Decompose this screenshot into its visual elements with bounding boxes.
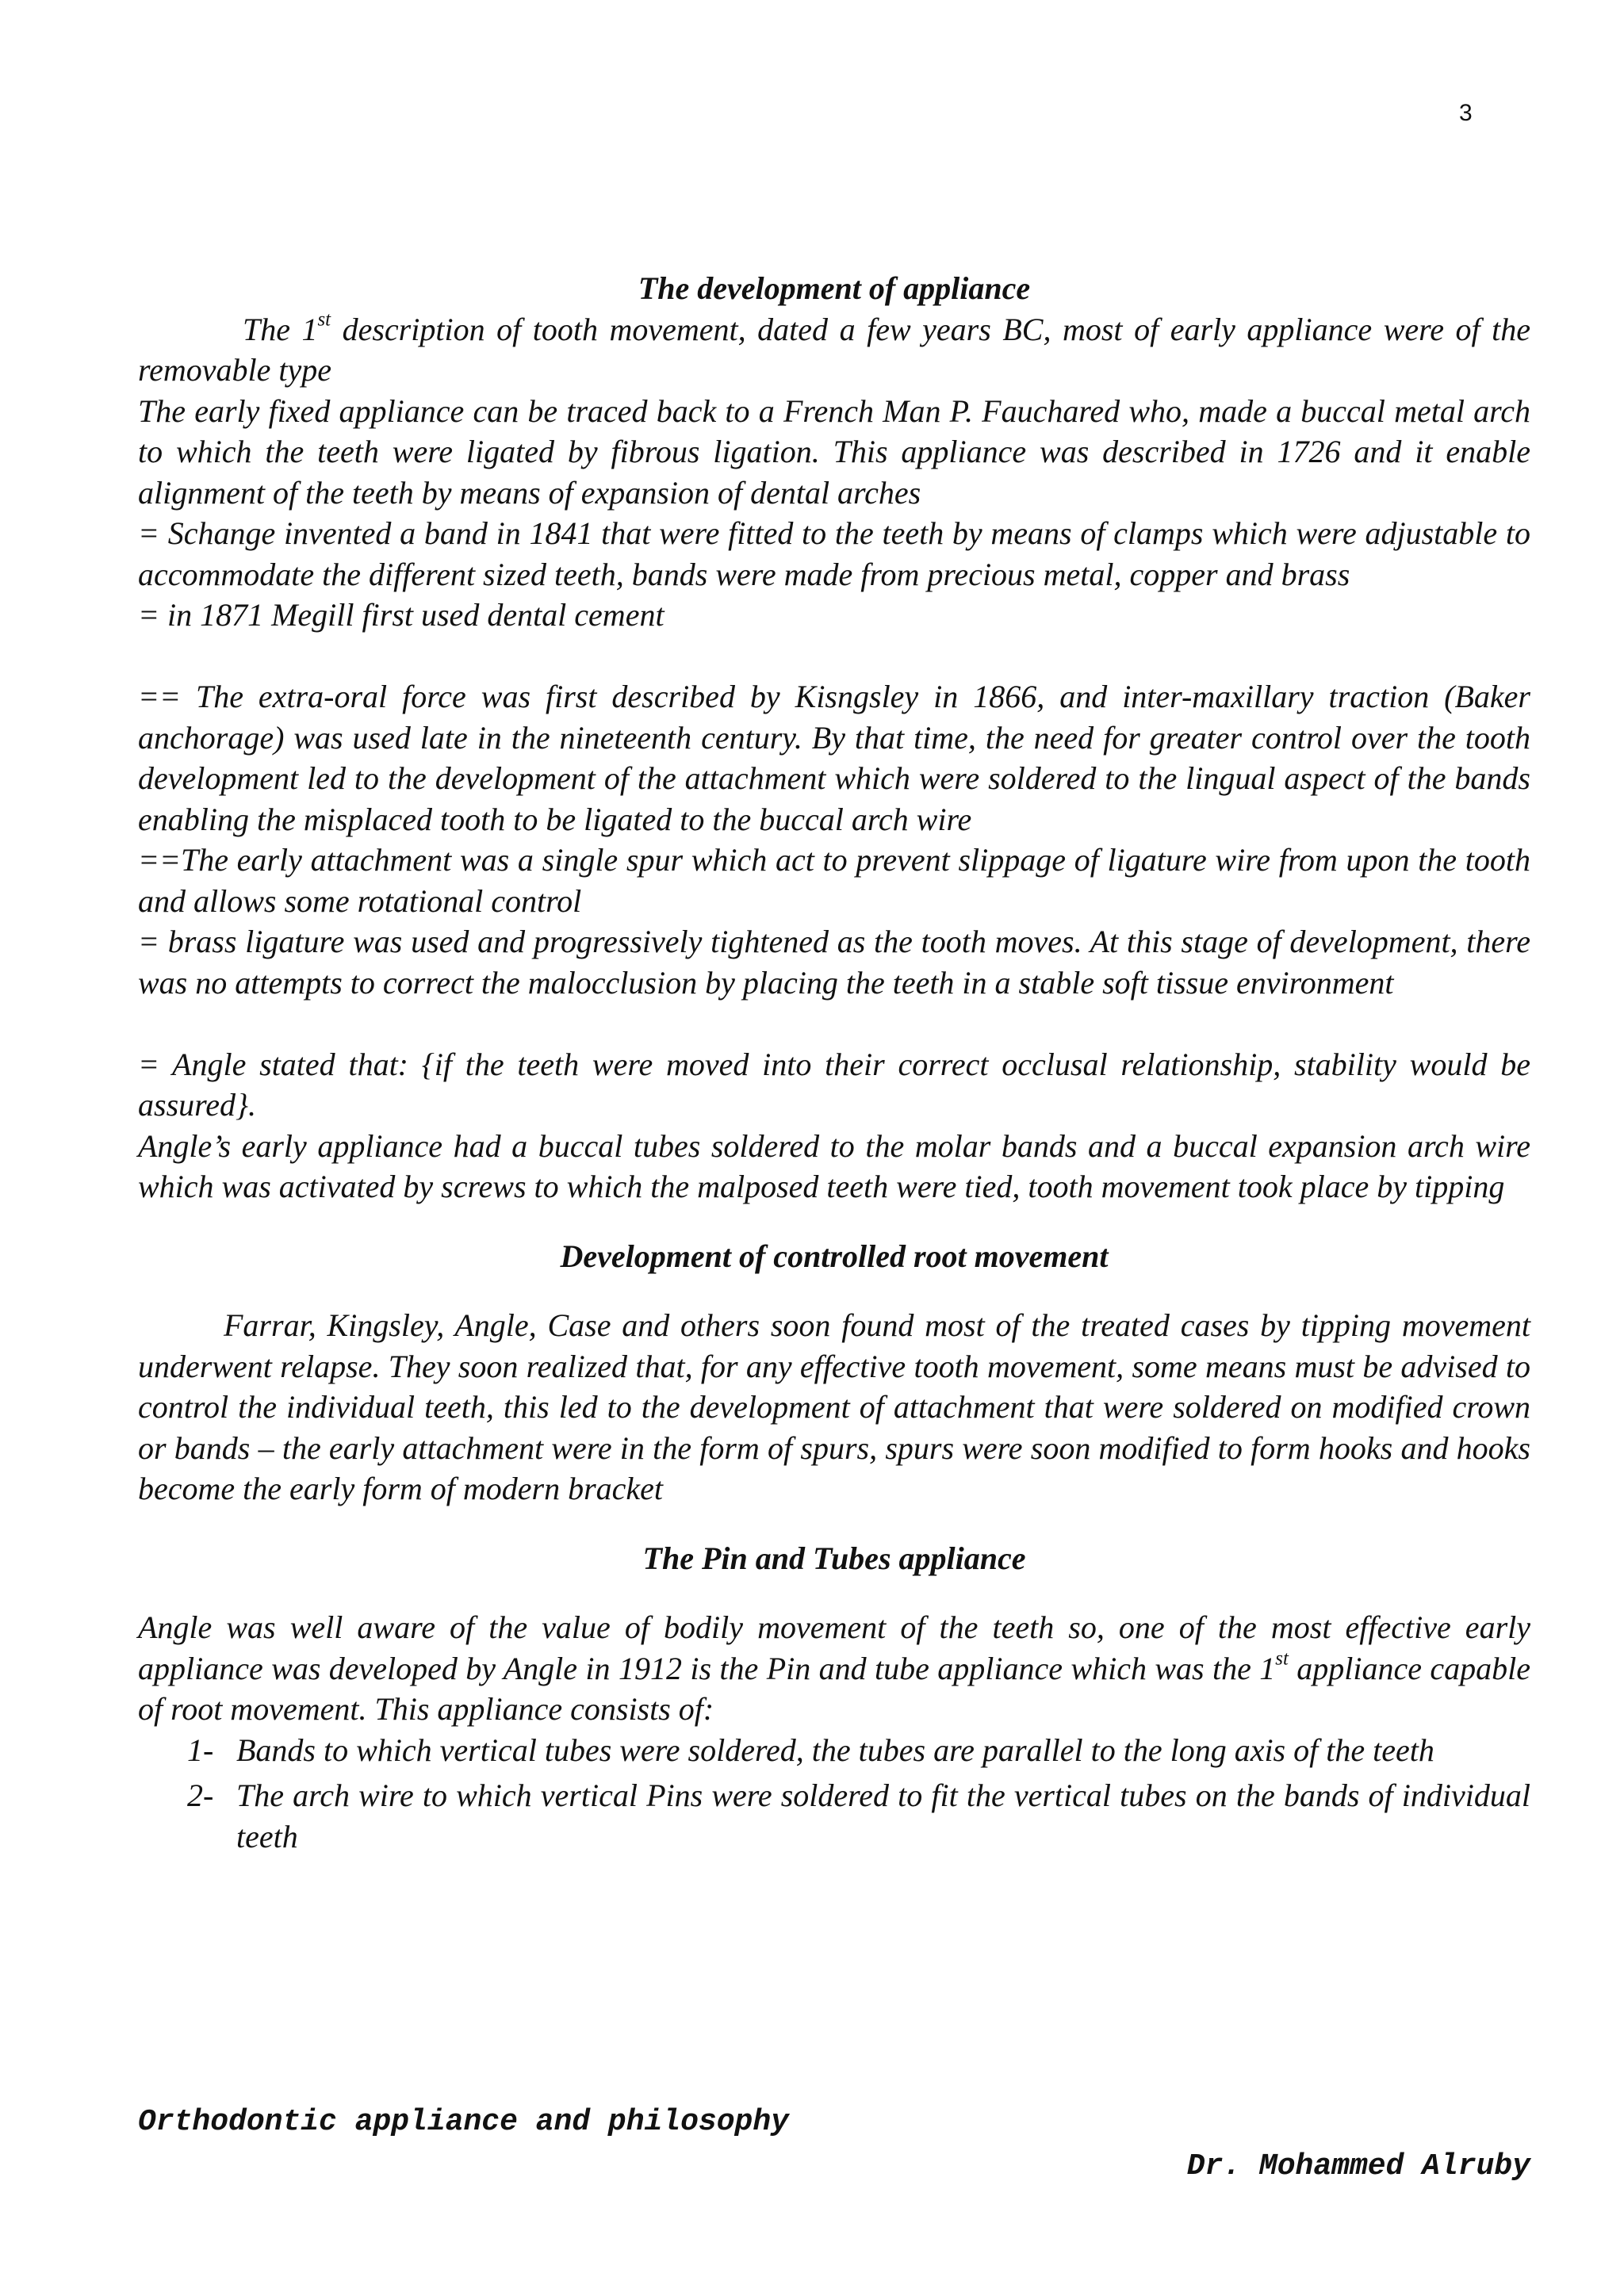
spacer bbox=[138, 1207, 1530, 1236]
paragraph-text: Angle was well aware of the value of bodily movement of the teeth so, one of the most effective early appliance was developed by Angle in 1912 is the Pin and tube appliance which was the 1 bbox=[138, 1609, 1530, 1686]
spacer bbox=[138, 1276, 1530, 1305]
paragraph: = brass ligature was used and progressively tightened as the tooth moves. At this stage of development, there was no attempts to correct the malocclusion by placing the teeth in a stable soft tissue environment bbox=[138, 924, 1530, 1001]
section-heading-development-of-appliance: The development of appliance bbox=[638, 270, 1031, 306]
numbered-list bbox=[138, 1730, 1530, 1858]
spacer bbox=[138, 1578, 1530, 1607]
list-item bbox=[138, 1775, 1530, 1857]
paragraph: = Schange invented a band in 1841 that were fitted to the teeth by means of clamps which were adjustable to accommodate the different sized teeth, bands were made from precious metal, copper and brass bbox=[138, 515, 1530, 592]
footer-title: Orthodontic appliance and philosophy bbox=[138, 2105, 789, 2139]
paragraph-text: appliance capable of root movement. This appliance consists of: bbox=[138, 1650, 1530, 1727]
paragraph: = Angle stated that: {if the teeth were moved into their correct occlusal relationship, stability would be assured}. bbox=[138, 1046, 1530, 1123]
section-heading-pin-and-tubes: The Pin and Tubes appliance bbox=[642, 1540, 1026, 1576]
paragraph: Angle’s early appliance had a buccal tubes soldered to the molar bands and a buccal expansion arch wire which was activated by screws to which the malposed teeth were tied, tooth movement took place by tipping bbox=[138, 1127, 1530, 1204]
paragraph bbox=[138, 1607, 1530, 1730]
list-item-number: 1- bbox=[187, 1732, 214, 1768]
paragraph bbox=[138, 309, 1530, 391]
spacer bbox=[138, 636, 1530, 677]
list-item bbox=[138, 1730, 1530, 1771]
superscript: st bbox=[317, 308, 331, 330]
paragraph: The early fixed appliance can be traced back to a French Man P. Fauchared who, made a buccal metal arch to which the teeth were ligated by fibrous ligation. This appliance was described in 1726 and it enable alignment of the teeth by means of expansion of dental arches bbox=[138, 392, 1530, 511]
list-item-text: The arch wire to which vertical Pins were soldered to fit the vertical tubes on the bands of individual teeth bbox=[236, 1777, 1530, 1854]
paragraph: = in 1871 Megill first used dental cement bbox=[138, 597, 665, 633]
page-number: 3 bbox=[1459, 100, 1473, 126]
superscript: st bbox=[1275, 1647, 1289, 1669]
paragraph: ==The early attachment was a single spur which act to prevent slippage of ligature wire from upon the tooth and allows some rotational control bbox=[138, 842, 1530, 919]
paragraph-text: The 1 bbox=[243, 311, 318, 347]
footer-author: Dr. Mohammed Alruby bbox=[1186, 2149, 1530, 2183]
spacer bbox=[138, 1510, 1530, 1538]
paragraph: == The extra-oral force was first described by Kisngsley in 1866, and inter-maxillary traction (Baker anchorage) was used late in the nineteenth century. By that time, the need for greater control over the tooth development led to the development of the attachment which were soldered to the lingual aspect of the bands enabling the misplaced tooth to be ligated to the buccal arch wire bbox=[138, 679, 1530, 837]
list-item-text: Bands to which vertical tubes were soldered, the tubes are parallel to the long axis of the teeth bbox=[236, 1732, 1434, 1768]
spacer bbox=[138, 1003, 1530, 1044]
list-item-number: 2- bbox=[187, 1777, 214, 1813]
paragraph-text: description of tooth movement, dated a few years BC, most of early appliance were of the removable type bbox=[138, 311, 1530, 388]
page-content bbox=[138, 268, 1530, 1862]
paragraph: Farrar, Kingsley, Angle, Case and others soon found most of the treated cases by tipping movement underwent relapse. They soon realized that, for any effective tooth movement, some means must be advised to control the individual teeth, this led to the development of attachment that were soldered on modified crown or bands – the early attachment were in the form of spurs, spurs were soon modified to form hooks and hooks become the early form of modern bracket bbox=[138, 1307, 1530, 1506]
section-heading-controlled-root-movement: Development of controlled root movement bbox=[560, 1238, 1109, 1274]
